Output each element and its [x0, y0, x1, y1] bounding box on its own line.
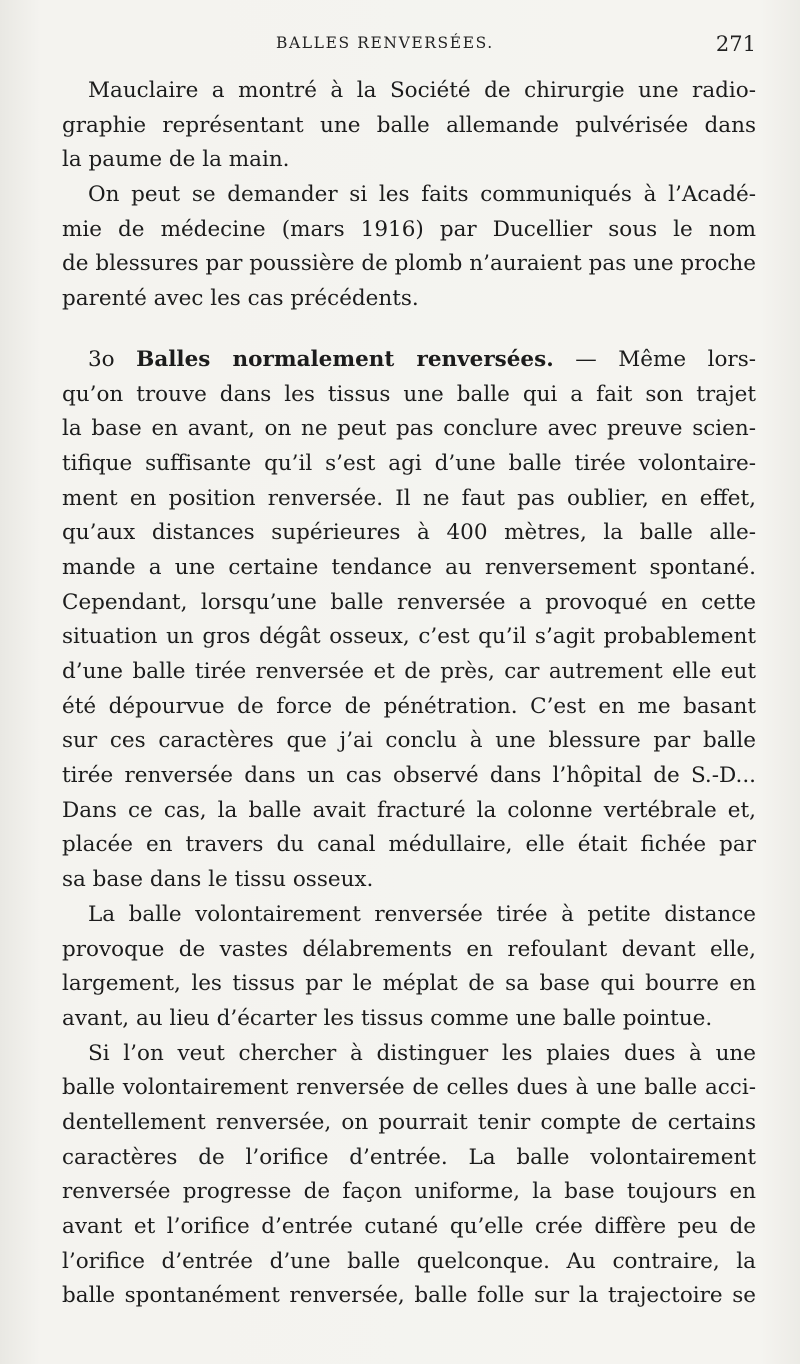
text-line: de blessures par poussière de plomb n’auraient pas une proche	[62, 251, 756, 277]
text-line: la paume de la main.	[62, 147, 290, 173]
text-line: caractères de l’orifice d’entrée. La balle volontairement	[62, 1144, 756, 1170]
text-line: avant et l’orifice d’entrée cutané qu’elle crée diffère peu de	[62, 1214, 756, 1239]
text-line: l’orifice d’entrée d’une balle quelconque. Au contraire, la	[62, 1248, 756, 1274]
text-line: tifique suffisante qu’il s’est agi d’une balle tirée volontaire-	[62, 450, 756, 476]
section-number: 3o	[88, 346, 115, 372]
text-line: Si l’on veut chercher à distinguer les plaies dues à une	[88, 1040, 756, 1066]
text-line: placée en travers du canal médullaire, elle était fichée par	[62, 832, 756, 858]
text-line: balle volontairement renversée de celles dues à une balle acci-	[62, 1075, 756, 1101]
text-line: Cependant, lorsqu’une balle renversée a provoqué en cette	[62, 589, 756, 615]
text-line: qu’on trouve dans les tissus une balle qui a fait son trajet	[62, 381, 756, 407]
page-body	[62, 74, 756, 1314]
text-line: balle spontanément renversée, balle folle sur la trajectoire se	[62, 1283, 756, 1309]
page-header	[62, 32, 756, 60]
section-heading-line	[62, 343, 756, 378]
text-line: Dans ce cas, la balle avait fracturé la colonne vertébrale et,	[62, 797, 756, 823]
text-line: On peut se demander si les faits communiqués à l’Acadé-	[88, 182, 756, 208]
text-line: mande a une certaine tendance au renversement spontané.	[62, 554, 756, 580]
page-number: 271	[715, 32, 756, 56]
text-line: graphie représentant une balle allemande pulvérisée dans	[62, 112, 756, 138]
text-line: qu’aux distances supérieures à 400 mètres, la balle alle-	[62, 520, 756, 546]
text-line: Mauclaire a montré à la Société de chirurgie une radio-	[88, 78, 756, 103]
text-line: tirée renversée dans un cas observé dans l’hôpital de S.-D...	[62, 763, 756, 789]
text-line: la base en avant, on ne peut pas conclure avec preuve scien-	[62, 416, 756, 442]
paragraph	[62, 178, 756, 317]
section-gap	[62, 317, 756, 343]
paragraph	[62, 74, 756, 178]
paragraph	[62, 1037, 756, 1315]
text-line: mie de médecine (mars 1916) par Ducellier sous le nom	[62, 216, 756, 242]
text-line: parenté avec les cas précédents.	[62, 286, 419, 312]
text-line: été dépourvue de force de pénétration. C’est en me basant	[62, 693, 756, 719]
text-line: ment en position renversée. Il ne faut pas oublier, en effet,	[62, 485, 756, 511]
text-line: sur ces caractères que j’ai conclu à une blessure par balle	[62, 728, 756, 754]
running-title: BALLES RENVERSÉES.	[276, 34, 494, 52]
section-title: Balles normalement renversées.	[136, 346, 554, 372]
text-line: La balle volontairement renversée tirée à petite distance	[88, 901, 756, 927]
section-heading-rest: — Même lors-	[553, 346, 756, 372]
text-line: provoque de vastes délabrements en refoulant devant elle,	[62, 936, 756, 962]
text-line: renversée progresse de façon uniforme, la base toujours en	[62, 1179, 756, 1205]
text-line: sa base dans le tissu osseux.	[62, 867, 374, 893]
text-line: largement, les tissus par le méplat de sa base qui bourre en	[62, 971, 756, 997]
text-line: dentellement renversée, on pourrait tenir compte de certains	[62, 1109, 756, 1135]
text-line: avant, au lieu d’écarter les tissus comme une balle pointue.	[62, 1005, 713, 1031]
paragraph	[62, 898, 756, 1037]
section-paragraph	[62, 343, 756, 898]
text-line: d’une balle tirée renversée et de près, car autrement elle eut	[62, 659, 756, 684]
text-line: situation un gros dégât osseux, c’est qu’il s’agit probablement	[62, 624, 756, 650]
